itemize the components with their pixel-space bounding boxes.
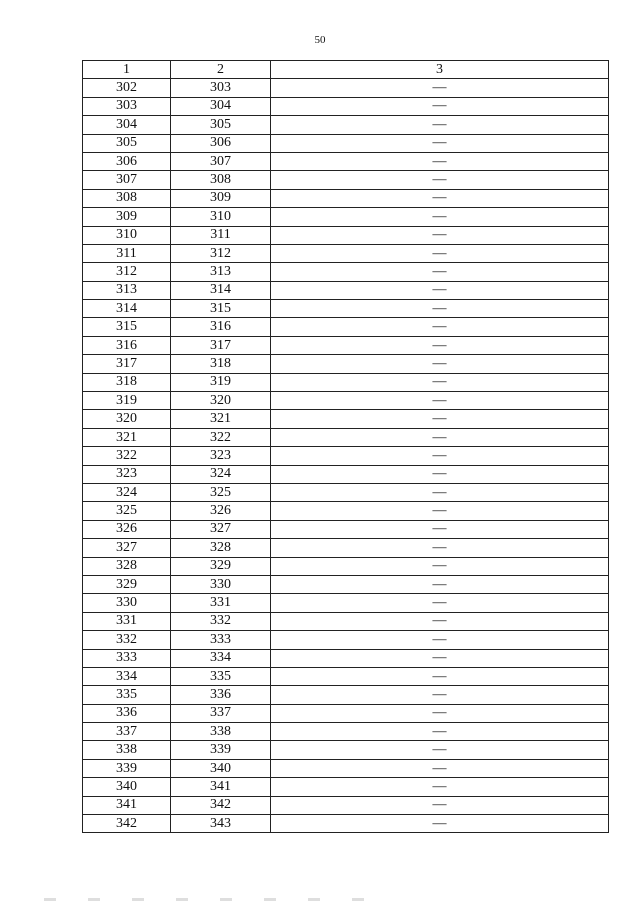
table-cell-col-1: 303 bbox=[83, 97, 171, 115]
table-cell-col-2: 334 bbox=[171, 649, 271, 667]
table-cell-col-1: 335 bbox=[83, 686, 171, 704]
table-row bbox=[83, 778, 609, 796]
table-row bbox=[83, 465, 609, 483]
table-cell-col-1: 312 bbox=[83, 263, 171, 281]
table-cell-col-3: — bbox=[271, 336, 609, 354]
table-cell-col-3: — bbox=[271, 575, 609, 593]
table-row bbox=[83, 704, 609, 722]
table-row bbox=[83, 152, 609, 170]
column-header-3: 3 bbox=[271, 61, 609, 79]
table-cell-col-1: 311 bbox=[83, 244, 171, 262]
table-row bbox=[83, 97, 609, 115]
table-cell-col-3: — bbox=[271, 447, 609, 465]
table-cell-col-1: 307 bbox=[83, 171, 171, 189]
table-cell-col-3: — bbox=[271, 778, 609, 796]
table-cell-col-3: — bbox=[271, 300, 609, 318]
table-cell-col-3: — bbox=[271, 594, 609, 612]
table-row bbox=[83, 318, 609, 336]
table-row bbox=[83, 686, 609, 704]
table-cell-col-1: 317 bbox=[83, 355, 171, 373]
table-cell-col-3: — bbox=[271, 226, 609, 244]
table-cell-col-3: — bbox=[271, 704, 609, 722]
table-cell-col-2: 314 bbox=[171, 281, 271, 299]
table-cell-col-2: 321 bbox=[171, 410, 271, 428]
table-cell-col-3: — bbox=[271, 171, 609, 189]
table-body bbox=[83, 61, 609, 833]
table-cell-col-1: 323 bbox=[83, 465, 171, 483]
table-cell-col-3: — bbox=[271, 281, 609, 299]
table-cell-col-2: 324 bbox=[171, 465, 271, 483]
table-cell-col-2: 328 bbox=[171, 539, 271, 557]
table-row bbox=[83, 134, 609, 152]
table-row bbox=[83, 815, 609, 833]
page-number: 50 bbox=[314, 34, 326, 46]
table-cell-col-2: 326 bbox=[171, 502, 271, 520]
table-cell-col-3: — bbox=[271, 631, 609, 649]
table-cell-col-1: 322 bbox=[83, 447, 171, 465]
table-cell-col-1: 337 bbox=[83, 723, 171, 741]
table-cell-col-2: 340 bbox=[171, 759, 271, 777]
table-cell-col-1: 327 bbox=[83, 539, 171, 557]
table-cell-col-2: 336 bbox=[171, 686, 271, 704]
table-cell-col-1: 330 bbox=[83, 594, 171, 612]
table-cell-col-1: 325 bbox=[83, 502, 171, 520]
table-cell-col-3: — bbox=[271, 428, 609, 446]
table-row bbox=[83, 116, 609, 134]
table-cell-col-3: — bbox=[271, 392, 609, 410]
table-cell-col-2: 327 bbox=[171, 520, 271, 538]
table-cell-col-1: 331 bbox=[83, 612, 171, 630]
table-cell-col-2: 322 bbox=[171, 428, 271, 446]
table-row bbox=[83, 557, 609, 575]
table-row bbox=[83, 189, 609, 207]
table-row bbox=[83, 79, 609, 97]
scan-artifact-marks bbox=[44, 898, 364, 901]
table-cell-col-2: 307 bbox=[171, 152, 271, 170]
table-cell-col-2: 308 bbox=[171, 171, 271, 189]
table-cell-col-3: — bbox=[271, 483, 609, 501]
table-cell-col-3: — bbox=[271, 189, 609, 207]
table-cell-col-1: 338 bbox=[83, 741, 171, 759]
table-cell-col-1: 309 bbox=[83, 208, 171, 226]
table-cell-col-2: 341 bbox=[171, 778, 271, 796]
table-row bbox=[83, 300, 609, 318]
table-cell-col-1: 315 bbox=[83, 318, 171, 336]
table-row bbox=[83, 520, 609, 538]
table-cell-col-1: 326 bbox=[83, 520, 171, 538]
table-cell-col-1: 336 bbox=[83, 704, 171, 722]
table-cell-col-3: — bbox=[271, 741, 609, 759]
table-cell-col-3: — bbox=[271, 520, 609, 538]
table-row bbox=[83, 355, 609, 373]
table-cell-col-2: 309 bbox=[171, 189, 271, 207]
table-cell-col-1: 320 bbox=[83, 410, 171, 428]
table-cell-col-1: 318 bbox=[83, 373, 171, 391]
table-cell-col-3: — bbox=[271, 649, 609, 667]
table-cell-col-1: 342 bbox=[83, 815, 171, 833]
table-cell-col-1: 340 bbox=[83, 778, 171, 796]
table-cell-col-2: 311 bbox=[171, 226, 271, 244]
table-row bbox=[83, 502, 609, 520]
column-header-2: 2 bbox=[171, 61, 271, 79]
table-row bbox=[83, 410, 609, 428]
table-cell-col-2: 323 bbox=[171, 447, 271, 465]
table-cell-col-1: 306 bbox=[83, 152, 171, 170]
table-cell-col-1: 332 bbox=[83, 631, 171, 649]
table-cell-col-2: 342 bbox=[171, 796, 271, 814]
table-cell-col-1: 304 bbox=[83, 116, 171, 134]
table-cell-col-2: 320 bbox=[171, 392, 271, 410]
table-cell-col-2: 333 bbox=[171, 631, 271, 649]
column-header-1: 1 bbox=[83, 61, 171, 79]
table-cell-col-3: — bbox=[271, 410, 609, 428]
table-row bbox=[83, 631, 609, 649]
table-cell-col-1: 329 bbox=[83, 575, 171, 593]
table-cell-col-2: 337 bbox=[171, 704, 271, 722]
table-cell-col-1: 313 bbox=[83, 281, 171, 299]
table-cell-col-3: — bbox=[271, 97, 609, 115]
table-cell-col-3: — bbox=[271, 318, 609, 336]
table-cell-col-3: — bbox=[271, 244, 609, 262]
table-row bbox=[83, 336, 609, 354]
table-row bbox=[83, 759, 609, 777]
table-row bbox=[83, 667, 609, 685]
table-row bbox=[83, 244, 609, 262]
table-row bbox=[83, 483, 609, 501]
table-row bbox=[83, 575, 609, 593]
table-cell-col-1: 324 bbox=[83, 483, 171, 501]
table-row bbox=[83, 741, 609, 759]
table-cell-col-2: 310 bbox=[171, 208, 271, 226]
table-cell-col-2: 339 bbox=[171, 741, 271, 759]
table-cell-col-2: 313 bbox=[171, 263, 271, 281]
table-cell-col-2: 303 bbox=[171, 79, 271, 97]
table-cell-col-2: 315 bbox=[171, 300, 271, 318]
table-row bbox=[83, 796, 609, 814]
table-cell-col-1: 333 bbox=[83, 649, 171, 667]
table-cell-col-2: 318 bbox=[171, 355, 271, 373]
table-cell-col-3: — bbox=[271, 79, 609, 97]
table-cell-col-1: 308 bbox=[83, 189, 171, 207]
table-cell-col-2: 325 bbox=[171, 483, 271, 501]
table-cell-col-1: 341 bbox=[83, 796, 171, 814]
table-cell-col-2: 312 bbox=[171, 244, 271, 262]
table-cell-col-1: 305 bbox=[83, 134, 171, 152]
table-cell-col-3: — bbox=[271, 373, 609, 391]
table-row bbox=[83, 281, 609, 299]
table-cell-col-2: 329 bbox=[171, 557, 271, 575]
data-table bbox=[82, 60, 609, 833]
table-cell-col-2: 316 bbox=[171, 318, 271, 336]
table-cell-col-3: — bbox=[271, 116, 609, 134]
table-cell-col-1: 321 bbox=[83, 428, 171, 446]
table-cell-col-2: 335 bbox=[171, 667, 271, 685]
table-cell-col-1: 310 bbox=[83, 226, 171, 244]
table-row bbox=[83, 612, 609, 630]
table-cell-col-2: 331 bbox=[171, 594, 271, 612]
table-cell-col-3: — bbox=[271, 612, 609, 630]
table-cell-col-1: 339 bbox=[83, 759, 171, 777]
table-cell-col-1: 316 bbox=[83, 336, 171, 354]
table-cell-col-2: 304 bbox=[171, 97, 271, 115]
table-row bbox=[83, 723, 609, 741]
table-cell-col-3: — bbox=[271, 208, 609, 226]
table-cell-col-2: 319 bbox=[171, 373, 271, 391]
table-cell-col-3: — bbox=[271, 502, 609, 520]
table-cell-col-1: 328 bbox=[83, 557, 171, 575]
table-cell-col-2: 338 bbox=[171, 723, 271, 741]
table-cell-col-2: 305 bbox=[171, 116, 271, 134]
table-row bbox=[83, 594, 609, 612]
table-cell-col-3: — bbox=[271, 759, 609, 777]
table-cell-col-3: — bbox=[271, 263, 609, 281]
table-row bbox=[83, 171, 609, 189]
table-cell-col-2: 330 bbox=[171, 575, 271, 593]
table-row bbox=[83, 263, 609, 281]
table-header-row bbox=[83, 61, 609, 79]
table-cell-col-3: — bbox=[271, 539, 609, 557]
table-cell-col-3: — bbox=[271, 667, 609, 685]
table-row bbox=[83, 649, 609, 667]
table-row bbox=[83, 447, 609, 465]
table-row bbox=[83, 392, 609, 410]
table-cell-col-2: 343 bbox=[171, 815, 271, 833]
table-cell-col-3: — bbox=[271, 686, 609, 704]
table-cell-col-3: — bbox=[271, 723, 609, 741]
table-row bbox=[83, 226, 609, 244]
table-cell-col-1: 319 bbox=[83, 392, 171, 410]
table-row bbox=[83, 208, 609, 226]
table-cell-col-2: 332 bbox=[171, 612, 271, 630]
table-row bbox=[83, 539, 609, 557]
table-cell-col-1: 314 bbox=[83, 300, 171, 318]
table-cell-col-3: — bbox=[271, 815, 609, 833]
table-cell-col-3: — bbox=[271, 134, 609, 152]
table-cell-col-3: — bbox=[271, 465, 609, 483]
table-cell-col-3: — bbox=[271, 152, 609, 170]
table-cell-col-3: — bbox=[271, 557, 609, 575]
table-cell-col-3: — bbox=[271, 796, 609, 814]
table-row bbox=[83, 428, 609, 446]
table-cell-col-2: 306 bbox=[171, 134, 271, 152]
table-row bbox=[83, 373, 609, 391]
table-cell-col-1: 302 bbox=[83, 79, 171, 97]
table-cell-col-2: 317 bbox=[171, 336, 271, 354]
table-cell-col-3: — bbox=[271, 355, 609, 373]
table-cell-col-1: 334 bbox=[83, 667, 171, 685]
